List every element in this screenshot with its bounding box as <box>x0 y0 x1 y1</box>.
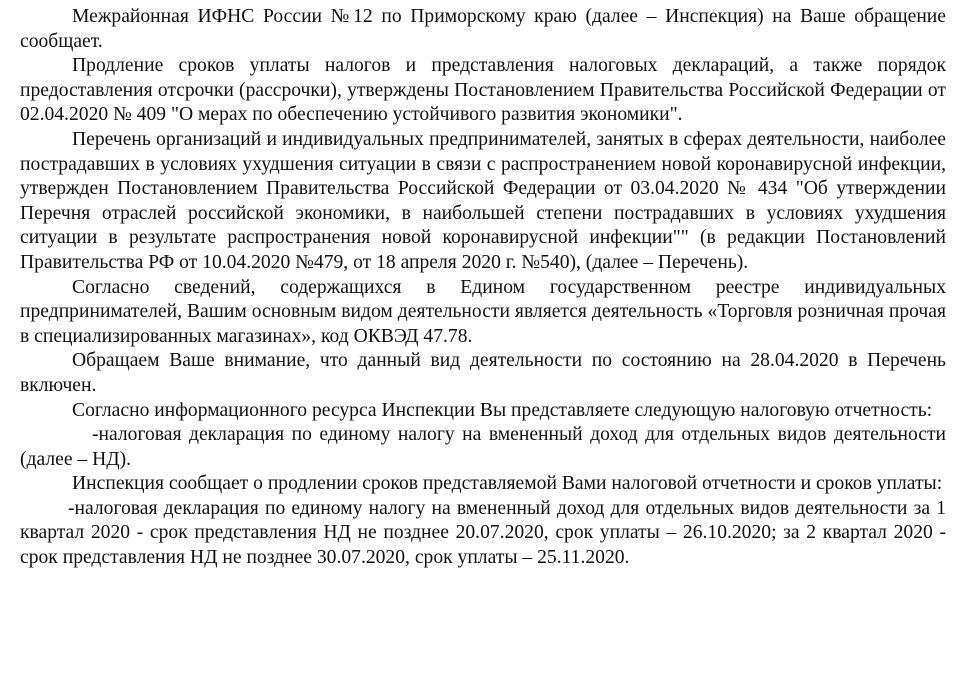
paragraph-extension-notice: Инспекция сообщает о продлении сроков представляемой Вами налоговой отчетности и сроков уплаты: <box>72 473 943 495</box>
paragraph-deadline-extension: Продление сроков уплаты налогов и представления налоговых деклараций, а также порядок предоставления отсрочки (рассрочки), утверждены Постановлением Правительства Российской Федерации от 02.04.2020 № 409 "О мерах по обеспечению устойчивого развития экономики". <box>20 55 946 126</box>
list-item-declaration-deadlines: -налоговая декларация по единому налогу на вмененный доход для отдельных видов деятельности за 1 квартал 2020 - срок представления НД не позднее 20.07.2020, срок уплаты – 26.10.2020; за 2 квартал 2020 - срок представления НД не позднее 30.07.2020, срок уплаты – 25.11.2020. <box>20 497 946 569</box>
paragraph-activity-type: Согласно сведений, содержащихся в Едином государственном реестре индивидуальных предпринимателей, Вашим основным видом деятельности является деятельность «Торговля розничная прочая в специализированных магазинах», код ОКВЭД 47.78. <box>20 276 946 347</box>
paragraph-intro: Межрайонная ИФНС России №12 по Приморскому краю (далее – Инспекция) на Ваше обращение сообщает. <box>20 6 946 52</box>
paragraph-affected-list: Перечень организаций и индивидуальных предпринимателей, занятых в сферах деятельности, наиболее пострадавших в условиях ухудшения ситуации в связи с распространением новой коронавирусной инфекции, утвержден Постановлением Правительства Российской Федерации от 03.04.2020 № 434 "Об утверждении Перечня отраслей российской экономики, в наибольшей степени пострадавших в условиях ухудшения ситуации в результате распространения новой коронавирусной инфекции"" (в редакции Постановлений Правительства РФ от 10.04.2020 №479, от 18 апреля 2020 г. №540), (далее – Перечень). <box>20 128 946 273</box>
list-item-declaration: -налоговая декларация по единому налогу на вмененный доход для отдельных видов деятельности (далее – НД). <box>20 424 946 470</box>
paragraph-reporting: Согласно информационного ресурса Инспекции Вы представляете следующую налоговую отчетность: <box>72 399 933 421</box>
paragraph-attention: Обращаем Ваше внимание, что данный вид деятельности по состоянию на 28.04.2020 в Перечень включен. <box>20 350 946 396</box>
